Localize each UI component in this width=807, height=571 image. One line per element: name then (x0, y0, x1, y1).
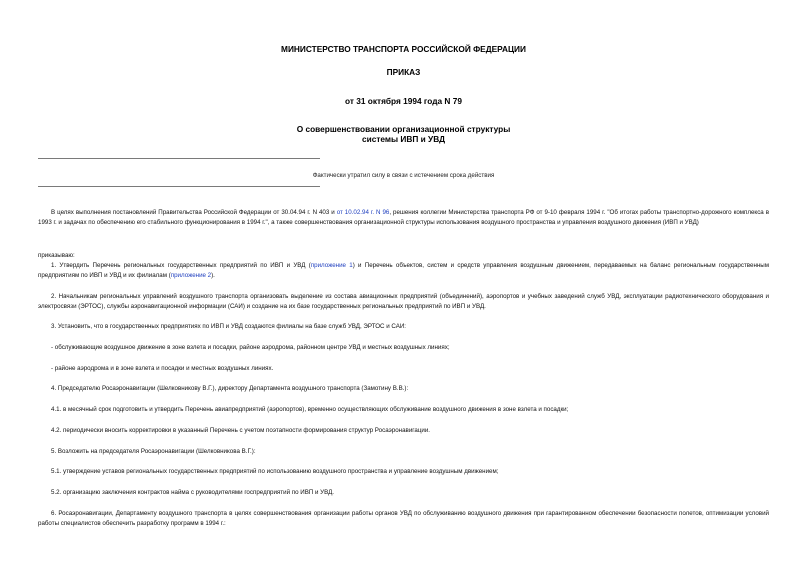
date-number-heading: от 31 октября 1994 года N 79 (345, 96, 462, 106)
appendix-2-link[interactable]: приложение 2 (170, 271, 212, 279)
title-line-2: системы ИВП и УВД (361, 134, 445, 144)
paragraph-3: 3. Установить, что в государственных предприятиях по ИВП и УВД создаются филиалы на базе служб УВД, ЭРТОС и САИ: (51, 323, 406, 330)
preamble-text-2: , решения коллегии Министерства транспорта РФ от 9-10 февраля 1994 г. "Об итогах работы транспортно-дорожного комплекса в 1993 г. и задачах по обеспечению его стабильного функционирования в 1994 г.", а также совершенствования организационной структуры использования воздушного пространства и управления воздушного движения (ИВП и УВД) (38, 209, 769, 226)
preamble-paragraph (38, 208, 769, 227)
paragraph-2: 2. Начальникам региональных управлений воздушного транспорта организовать выделение из состава авиационных предприятий (объединений), аэропортов и учебных заведений служб УВД, эксплуатации радиотехнического оборудования и электросвязи (ЭРТОС), службы аэронавигационной информации (САИ) и создание на их базе государственных региональных предприятий по ИВП и УВД. (38, 293, 769, 310)
preamble-text-1: В целях выполнения постановлений Правительства Российской Федерации от 30.04.94 г. N 403 и (51, 209, 337, 216)
title-line-1: О совершенствовании организационной структуры (296, 124, 511, 134)
order-word: приказываю: (38, 252, 75, 259)
paragraph-1-text-1: 1. Утвердить Перечень региональных государственных предприятий по ИВП и УВД ( (51, 262, 311, 269)
paragraph-6: 6. Росаэронавигации, Департаменту воздушного транспорта в целях совершенствования организации работы органов УВД по обслуживанию воздушного движения при гарантированном обеспечении безопасности полетов, оптимизации условий работы специалистов обеспечить разработку программ в 1994 г.: (38, 510, 769, 527)
paragraph-5-2: 5.2. организацию заключения контрактов найма с руководителями госпредприятий по ИВП и УВД. (51, 489, 335, 496)
ministry-heading: МИНИСТЕРСТВО ТРАНСПОРТА РОССИЙСКОЙ ФЕДЕРАЦИИ (281, 44, 526, 54)
divider-bottom (38, 186, 320, 187)
paragraph-3-item-b: - районе аэродрома и в зоне взлета и посадки и местных воздушных линиях. (51, 365, 274, 372)
paragraph-1-text-3: ). (211, 271, 215, 279)
paragraph-4-2: 4.2. периодически вносить корректировки в указанный Перечень с учетом поэтапности формирования структур Росаэронавигации. (51, 427, 431, 434)
doc-type-heading: ПРИКАЗ (386, 67, 421, 77)
decree-96-link[interactable]: от 10.02.94 г. N 96 (336, 209, 390, 216)
paragraph-4-1: 4.1. в месячный срок подготовить и утвердить Перечень авиапредприятий (аэропортов), временно осуществляющих обслуживание воздушного движения в зоне взлета и посадки; (51, 406, 569, 413)
paragraph-4: 4. Председателю Росаэронавигации (Шелковникову В.Г.), директору Департамента воздушного транспорта (Замотину В.В.): (51, 385, 409, 392)
paragraph-1-text-2: ) и Перечень объектов, систем и средств управления воздушным движением, передаваемых на баланс региональным государственным предприятиям по ИВП и УВД и их филиалам ( (38, 262, 769, 279)
divider-top (38, 158, 320, 159)
paragraph-1 (38, 261, 769, 280)
status-note: Фактически утратил силу в связи с истечением срока действия (312, 172, 495, 179)
paragraph-3-item-a: - обслуживающие воздушное движение в зоне взлета и посадки, районе аэродрома, районном центре УВД и местных воздушных линиях; (51, 344, 450, 351)
appendix-1-link[interactable]: приложение 1 (310, 262, 353, 269)
paragraph-5-1: 5.1. утверждение уставов региональных государственных предприятий по использованию воздушного пространства и управление воздушным движением; (51, 468, 499, 475)
paragraph-5: 5. Возложить на председателя Росаэронавигации (Шелковникова В.Г.): (51, 448, 256, 455)
